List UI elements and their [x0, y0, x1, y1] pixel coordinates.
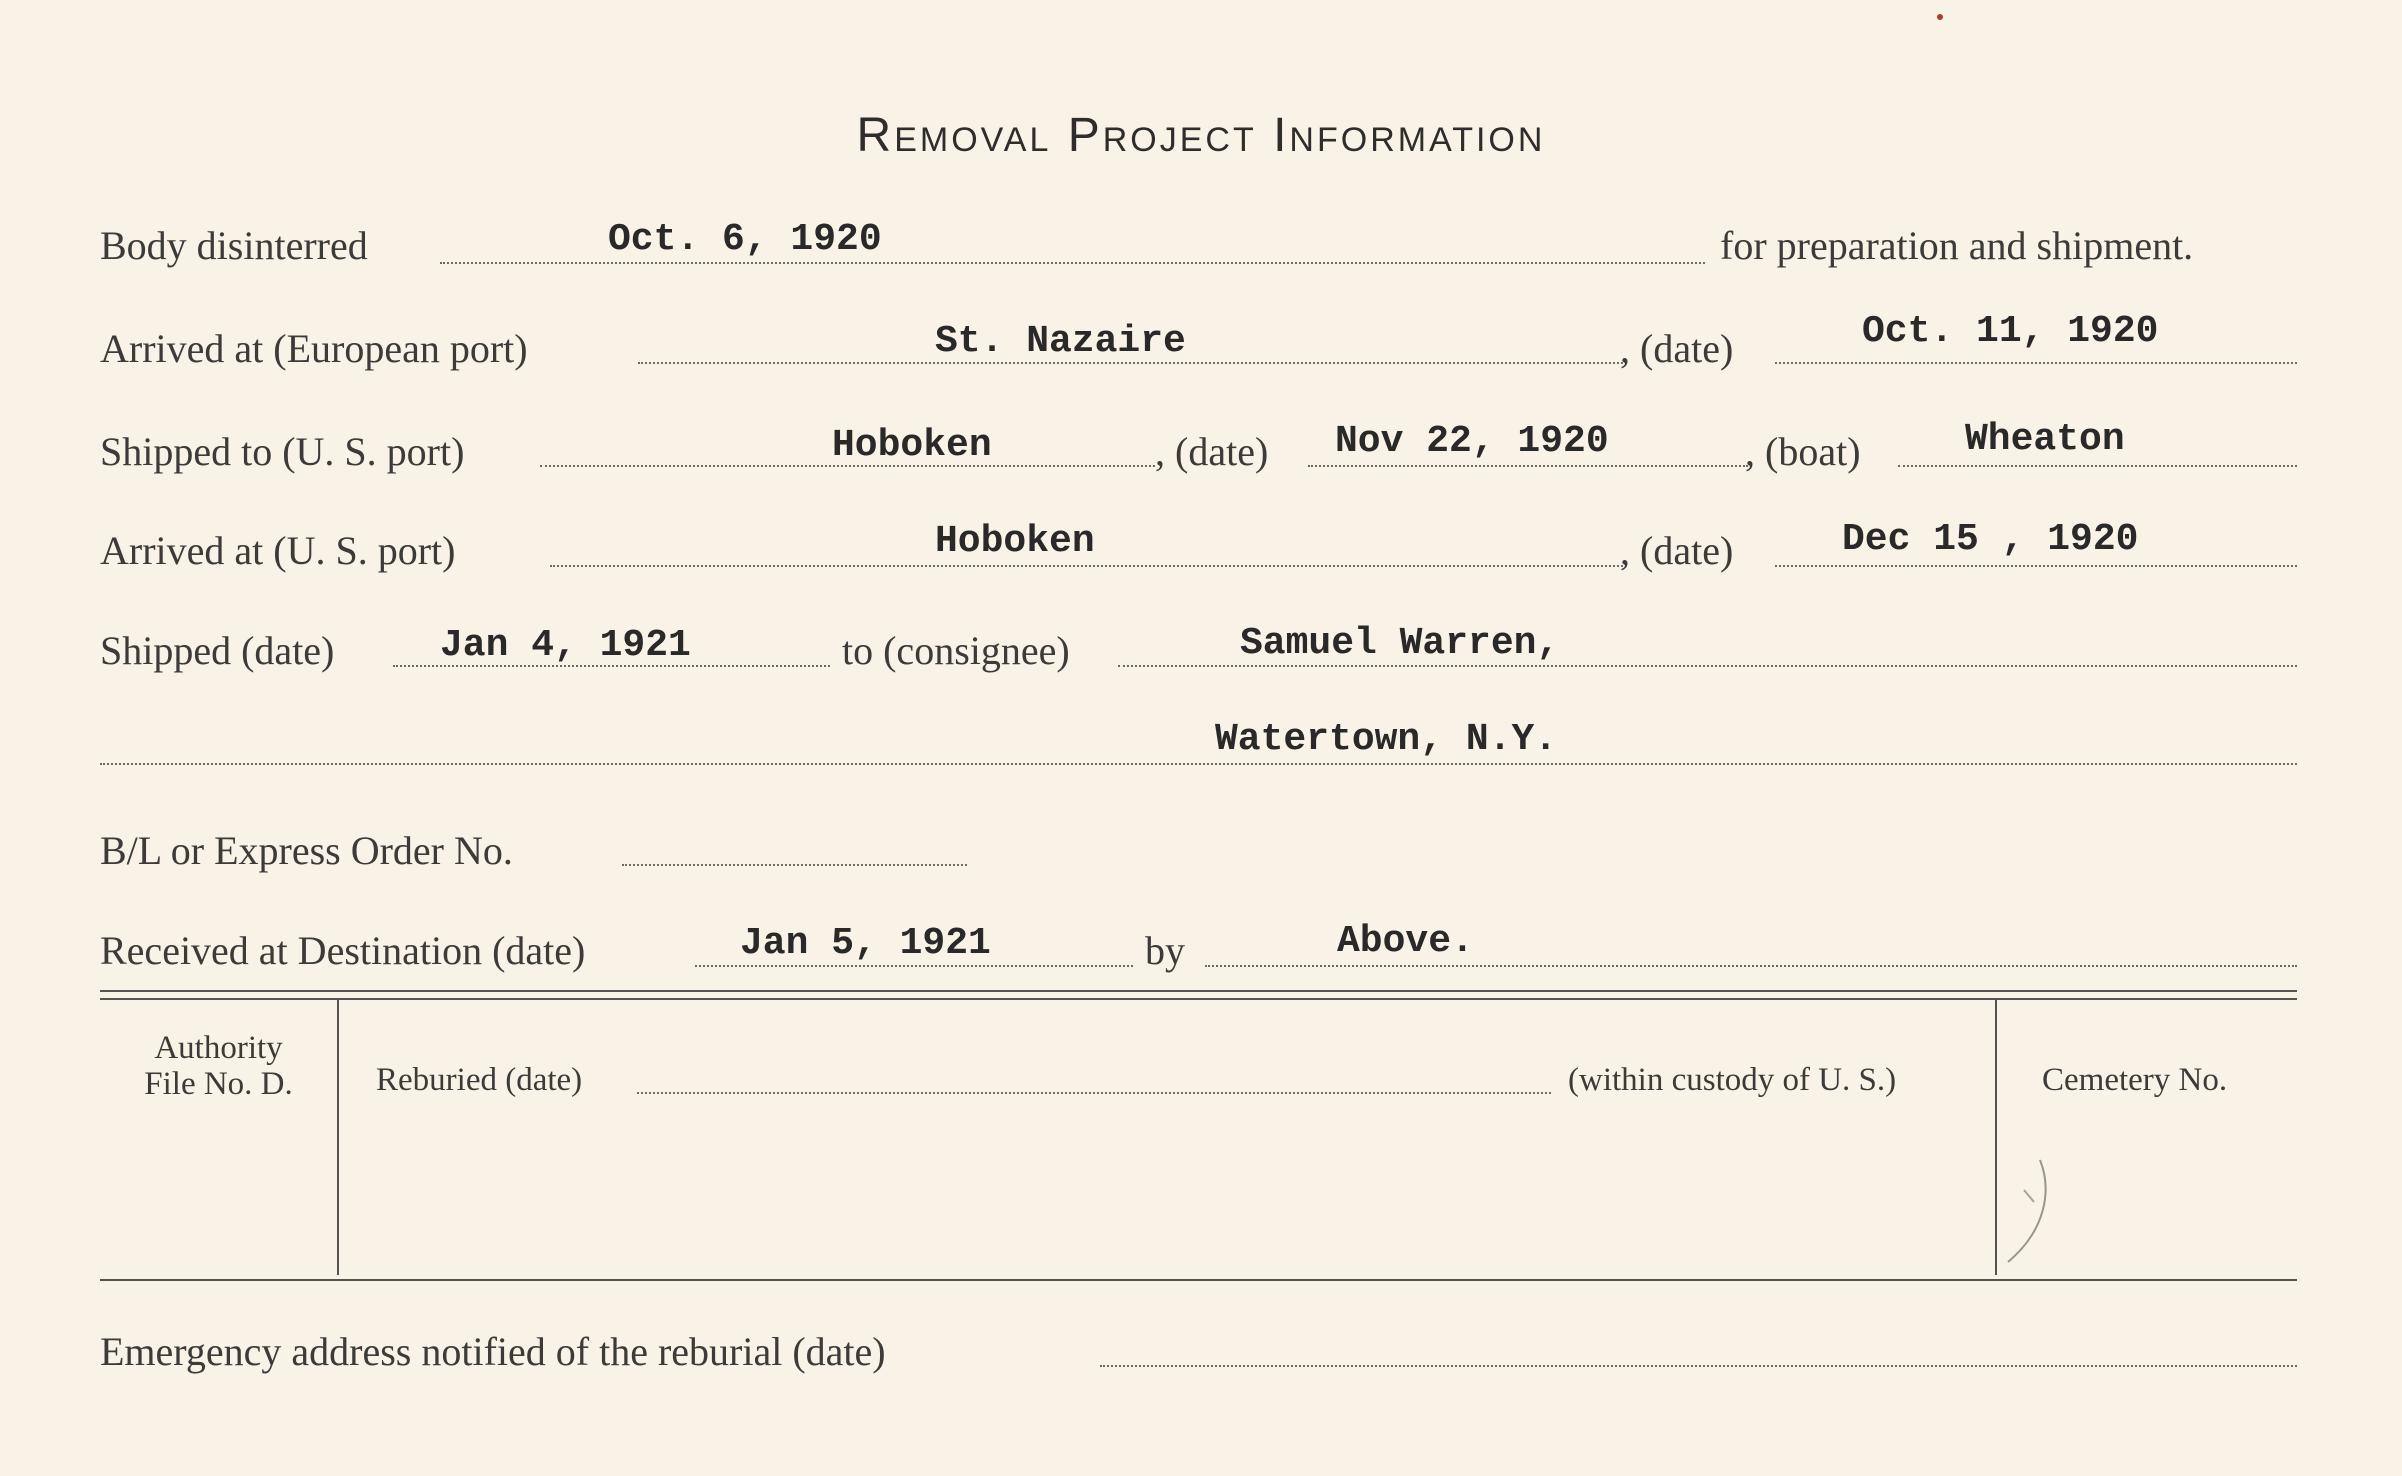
consignee-value[interactable]: Samuel Warren,: [1240, 622, 1560, 665]
received-date[interactable]: Jan 5, 1921: [740, 922, 991, 965]
emergency-line[interactable]: [1100, 1365, 2297, 1367]
received-by[interactable]: Above.: [1337, 920, 1474, 963]
consignee-line-2: [100, 763, 2297, 765]
consignee-line: [1118, 665, 2297, 667]
authority-label: [100, 1030, 337, 1102]
arrived-european-port[interactable]: St. Nazaire: [935, 320, 1186, 363]
arrived-us-port[interactable]: Hoboken: [935, 520, 1095, 563]
received-label: Received at Destination (date): [100, 928, 586, 973]
received-by-label: by: [1145, 928, 1185, 973]
arrived-european-date[interactable]: Oct. 11, 1920: [1862, 310, 2159, 353]
authority-label-line2: File No. D.: [144, 1066, 293, 1102]
cemetery-label: Cemetery No.: [2042, 1062, 2228, 1098]
table-top-rule-2: [100, 998, 2297, 1000]
body-disinterred-line: [440, 262, 1705, 264]
shipped-us-port[interactable]: Hoboken: [832, 424, 992, 467]
arrived-us-date-label: , (date): [1620, 528, 1734, 573]
arrived-us-date-line: [1775, 565, 2297, 567]
consignee-value-line2[interactable]: Watertown, N.Y.: [1215, 718, 1558, 761]
body-disinterred-label: Body disinterred: [100, 223, 368, 268]
emergency-label: Emergency address notified of the reburial (date): [100, 1329, 886, 1374]
shipped-us-date[interactable]: Nov 22, 1920: [1335, 420, 1609, 463]
shipped-date-label: Shipped (date): [100, 628, 335, 673]
table-bottom-rule: [100, 1279, 2297, 1281]
arrived-european-label: Arrived at (European port): [100, 326, 528, 371]
authority-label-line1: Authority: [154, 1030, 283, 1066]
consignee-label: to (consignee): [842, 628, 1070, 673]
received-by-line: [1205, 965, 2297, 967]
table-top-rule-1: [100, 990, 2297, 992]
reburied-line[interactable]: [637, 1092, 1551, 1094]
arrived-european-date-label: , (date): [1620, 326, 1734, 371]
shipped-us-boat[interactable]: Wheaton: [1965, 418, 2125, 461]
table-divider-right: [1995, 1000, 1997, 1275]
table-divider-left: [337, 1000, 339, 1275]
ink-speck: [1937, 14, 1943, 20]
custody-label: (within custody of U. S.): [1568, 1062, 1897, 1098]
shipped-us-label: Shipped to (U. S. port): [100, 429, 465, 474]
pencil-mark-icon: [2000, 1150, 2060, 1270]
received-date-line: [695, 965, 1133, 967]
shipped-us-date-label: , (date): [1155, 429, 1269, 474]
shipped-us-boat-line: [1898, 465, 2297, 467]
shipped-us-date-line: [1308, 465, 1748, 467]
reburied-label: Reburied (date): [376, 1062, 583, 1098]
arrived-us-label: Arrived at (U. S. port): [100, 528, 456, 573]
bl-order-label: B/L or Express Order No.: [100, 828, 513, 873]
arrived-european-date-line: [1775, 362, 2297, 364]
body-disinterred-value[interactable]: Oct. 6, 1920: [608, 218, 882, 261]
shipped-date-value[interactable]: Jan 4, 1921: [440, 624, 691, 667]
arrived-us-date[interactable]: Dec 15 , 1920: [1842, 518, 2139, 561]
body-disinterred-suffix: for preparation and shipment.: [1720, 223, 2194, 268]
arrived-us-port-line: [550, 565, 1623, 567]
bl-order-line[interactable]: [622, 864, 967, 866]
card-title: Removal Project Information: [856, 109, 1546, 162]
shipped-us-boat-label: , (boat): [1745, 429, 1861, 474]
